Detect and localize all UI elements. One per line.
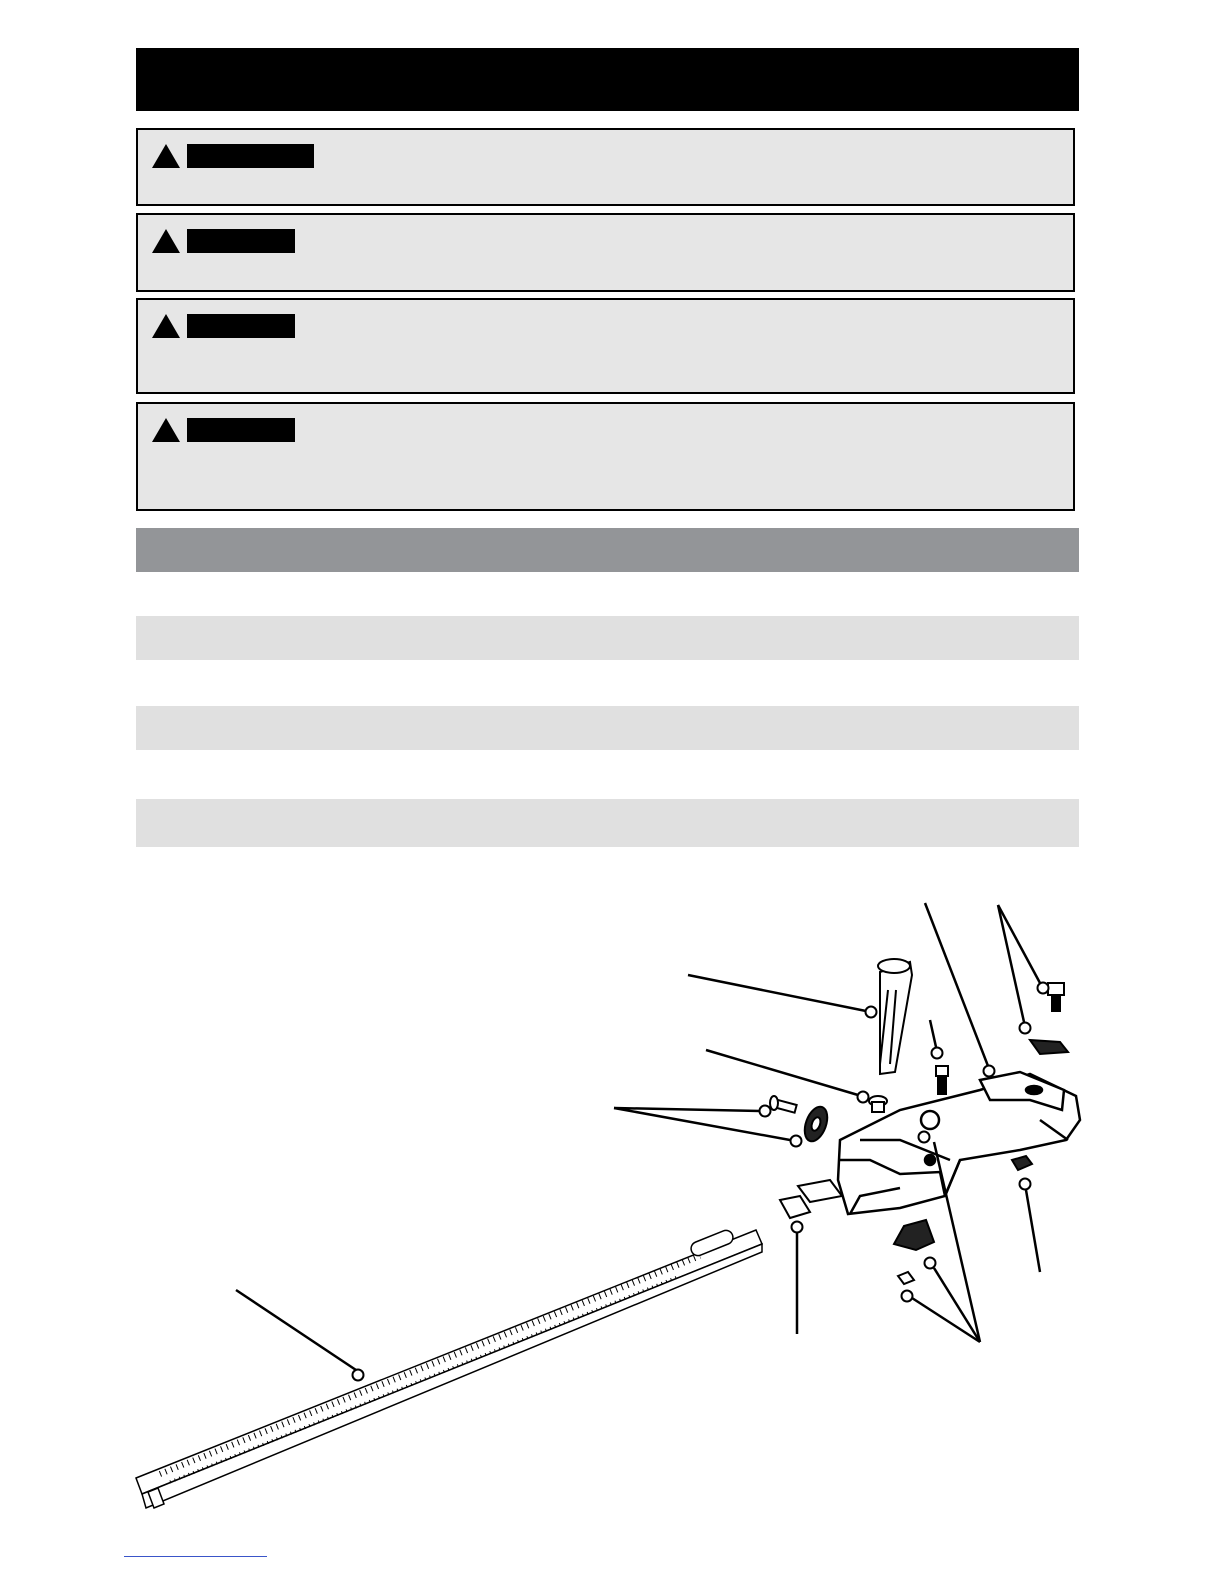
- callout-line: [614, 1108, 760, 1111]
- callout-line: [934, 1268, 980, 1342]
- callout-dot: [932, 1048, 943, 1059]
- hex-bolt-and-knob: [1030, 983, 1068, 1054]
- callout-dot: [1038, 983, 1049, 994]
- callout-dot: [792, 1222, 803, 1233]
- callout-line: [998, 905, 1024, 1022]
- ruler-rail: [136, 1228, 762, 1508]
- callout-dot: [353, 1370, 364, 1381]
- callout-line: [912, 1298, 980, 1342]
- base-body: [838, 1072, 1080, 1214]
- clamp-nut: [894, 1220, 934, 1284]
- callout-dot: [858, 1092, 869, 1103]
- callout-line: [706, 1050, 858, 1095]
- callout-line: [934, 1142, 980, 1342]
- callout-dot: [902, 1291, 913, 1302]
- callout-line: [1026, 1190, 1040, 1272]
- callout-dot: [984, 1066, 995, 1077]
- footer-link[interactable]: [124, 1556, 267, 1557]
- t-nut: [1012, 1156, 1032, 1170]
- small-screw: [936, 1066, 948, 1094]
- pointer-tab: [780, 1180, 842, 1218]
- screw: [869, 1096, 887, 1112]
- alignment-pin: [878, 959, 912, 1074]
- callout-dot: [791, 1136, 802, 1147]
- callout-line: [236, 1290, 356, 1370]
- callout-dot: [866, 1007, 877, 1018]
- callout-dot: [919, 1132, 930, 1143]
- callout-line: [688, 975, 866, 1011]
- callout-line: [998, 905, 1040, 983]
- callout-dot: [925, 1258, 936, 1269]
- callout-dot: [1020, 1179, 1031, 1190]
- callout-dot: [1020, 1023, 1031, 1034]
- callout-line: [930, 1020, 936, 1047]
- callout-dot: [760, 1106, 771, 1117]
